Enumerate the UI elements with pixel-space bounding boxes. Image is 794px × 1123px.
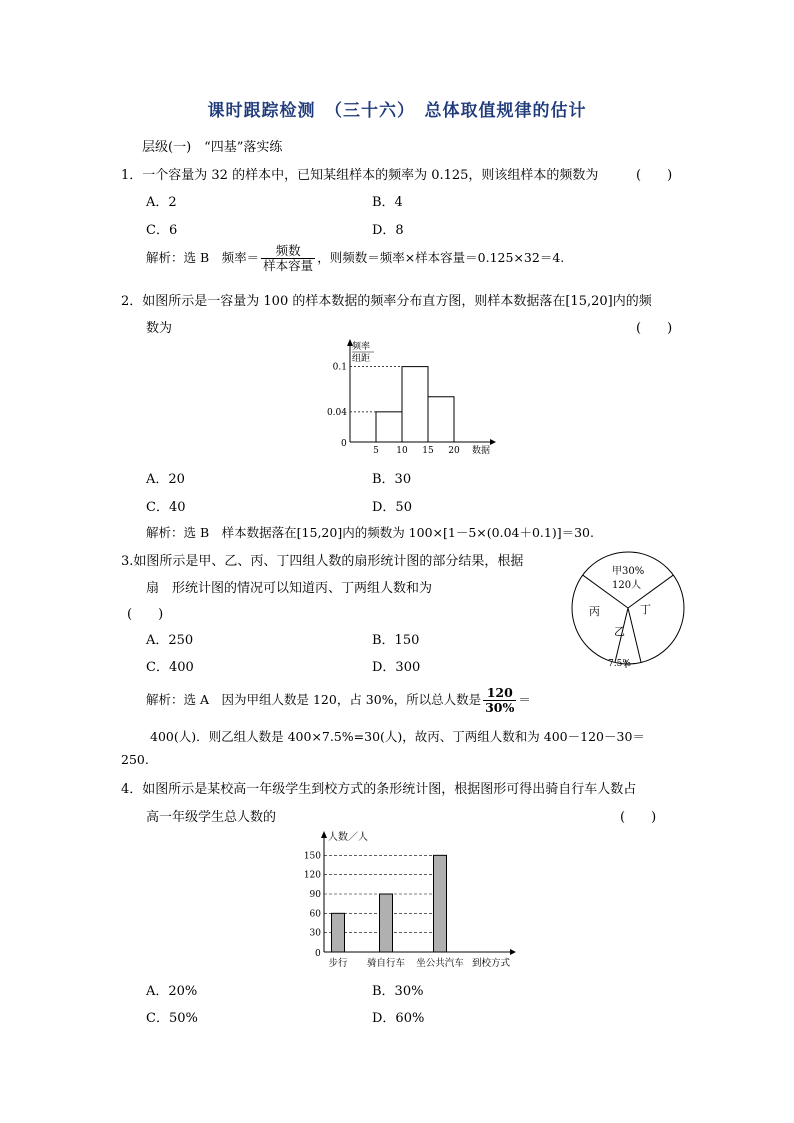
histogram-ylabel-top: 频率 — [352, 342, 371, 352]
bar-y-tick-label: 150 — [303, 851, 321, 862]
q3-solution-eq: ＝ — [518, 691, 531, 707]
q3-option-d: D．300 — [372, 660, 421, 675]
q1-solution — [146, 244, 564, 273]
q2-paren: ( ) — [636, 321, 673, 336]
q3-frac-num: 120 — [483, 686, 516, 701]
page-title: 课时跟踪检测 （三十六） 总体取值规律的估计 — [207, 101, 587, 121]
bar-3 — [434, 855, 447, 952]
q1-frac-den: 样本容量 — [263, 257, 314, 273]
histogram-x-tick-label: 10 — [396, 446, 408, 456]
pie-label-jia-count: 120人 — [612, 580, 642, 591]
q4-paren: ( ) — [620, 810, 657, 825]
bar-y-tick-label: 30 — [309, 928, 321, 939]
q3-solution-line2: 400(人)．则乙组人数是 400×7.5%=30(人)，故丙、丁两组人数和为 400－120－30＝ — [150, 729, 645, 744]
q3-fraction — [483, 686, 516, 715]
histogram-x-tick-label: 20 — [448, 446, 460, 456]
histogram-chart — [320, 336, 500, 460]
bar-2 — [380, 894, 393, 952]
q3-solution-line1 — [146, 686, 531, 715]
q1-option-c: C．6 — [146, 223, 178, 238]
q3-stem-line2: 扇 形统计图的情况可以知道丙、丁两组人数和为 — [146, 581, 433, 596]
q2-option-d: D．50 — [372, 500, 412, 515]
q3-paren: ( ) — [127, 607, 164, 622]
level-heading: 层级(一) “四基”落实练 — [142, 140, 283, 155]
pie-label-jia-pct: 甲30% — [612, 566, 645, 577]
q3-stem-line1: 3.如图所示是甲、乙、丙、丁四组人数的扇形统计图的部分结果，根据 — [121, 554, 524, 569]
bar-origin: 0 — [315, 949, 321, 959]
bar-y-tick-label: 90 — [309, 890, 321, 900]
bar-category-label: 步行 — [328, 958, 348, 969]
q3-frac-den: 30% — [485, 699, 515, 715]
q4-option-d: D．60% — [372, 1011, 425, 1026]
q1-stem: 1．一个容量为 32 的样本中，已知某组样本的频率为 0.125，则该组样本的频数为 — [121, 168, 599, 183]
q3-option-a: A．250 — [146, 633, 194, 648]
pie-label-yi: 乙 — [614, 625, 625, 638]
q4-option-a: A．20% — [146, 984, 198, 999]
histogram-x-tick-label: 5 — [373, 446, 379, 456]
bar-category-label: 骑自行车 — [366, 958, 406, 969]
q1-paren: ( ) — [636, 168, 673, 183]
bar-ylabel: 人数／人 — [328, 832, 368, 843]
q4-option-b: B．30% — [372, 984, 424, 999]
q2-stem-line1: 2．如图所示是一容量为 100 的样本数据的频率分布直方图，则样本数据落在[15,20]内的频 — [121, 294, 652, 309]
q1-frac-num: 频数 — [261, 244, 315, 259]
q3-solution-line3: 250. — [121, 752, 149, 767]
histogram-y-tick-label: 0.1 — [332, 362, 347, 373]
pie-label-bing: 丙 — [589, 605, 600, 618]
bar-chart — [300, 826, 522, 974]
q3-option-c: C．400 — [146, 660, 194, 675]
q1-solution-post: ，则频数＝频率×样本容量＝0.125×32＝4. — [317, 249, 565, 265]
histogram-bar — [428, 397, 454, 442]
bar-x-arrow — [510, 949, 516, 955]
pie-chart — [568, 548, 688, 672]
q4-stem-line2: 高一年级学生总人数的 — [146, 810, 277, 825]
pie-label-ding: 丁 — [640, 603, 651, 616]
histogram-xlabel: 数据 — [472, 446, 491, 456]
histogram-x-arrow — [490, 439, 496, 445]
q1-solution-pre: 解析：选 B 频率＝ — [146, 249, 260, 265]
pie-label-yi-pct: 7.5% — [608, 659, 631, 669]
q3-option-b: B．150 — [372, 633, 420, 648]
q1-fraction — [261, 244, 315, 273]
histogram-ylabel-bottom: 组距 — [352, 354, 371, 364]
q1-option-d: D．8 — [372, 223, 404, 238]
q2-stem-line2: 数为 — [146, 321, 173, 336]
bar-xlabel: 到校方式 — [472, 958, 511, 969]
q4-option-c: C．50% — [146, 1011, 198, 1026]
histogram-bar — [402, 367, 428, 442]
bar-y-tick-label: 120 — [303, 870, 321, 881]
q2-option-a: A．20 — [146, 472, 185, 487]
bar-1 — [332, 913, 345, 952]
q3-solution-pre: 解析：选 A 因为甲组人数是 120，占 30%，所以总人数是 — [146, 691, 482, 707]
bar-y-tick-label: 60 — [309, 909, 321, 920]
q2-option-b: B．30 — [372, 472, 412, 487]
q2-solution: 解析：选 B 样本数据落在[15,20]内的频数为 100×[1－5×(0.04＋0.1)]＝30. — [146, 525, 594, 540]
histogram-bar — [376, 412, 402, 442]
histogram-origin: 0 — [341, 439, 347, 449]
bar-category-label: 坐公共汽车 — [416, 958, 464, 969]
q1-option-a: A．2 — [146, 195, 177, 210]
q1-option-b: B．4 — [372, 195, 403, 210]
q4-stem-line1: 4．如图所示是某校高一年级学生到校方式的条形统计图，根据图形可得出骑自行车人数占 — [121, 782, 637, 797]
histogram-y-tick-label: 0.04 — [326, 407, 347, 418]
q2-option-c: C．40 — [146, 500, 186, 515]
histogram-x-tick-label: 15 — [422, 446, 434, 456]
bar-y-arrow — [321, 831, 327, 838]
